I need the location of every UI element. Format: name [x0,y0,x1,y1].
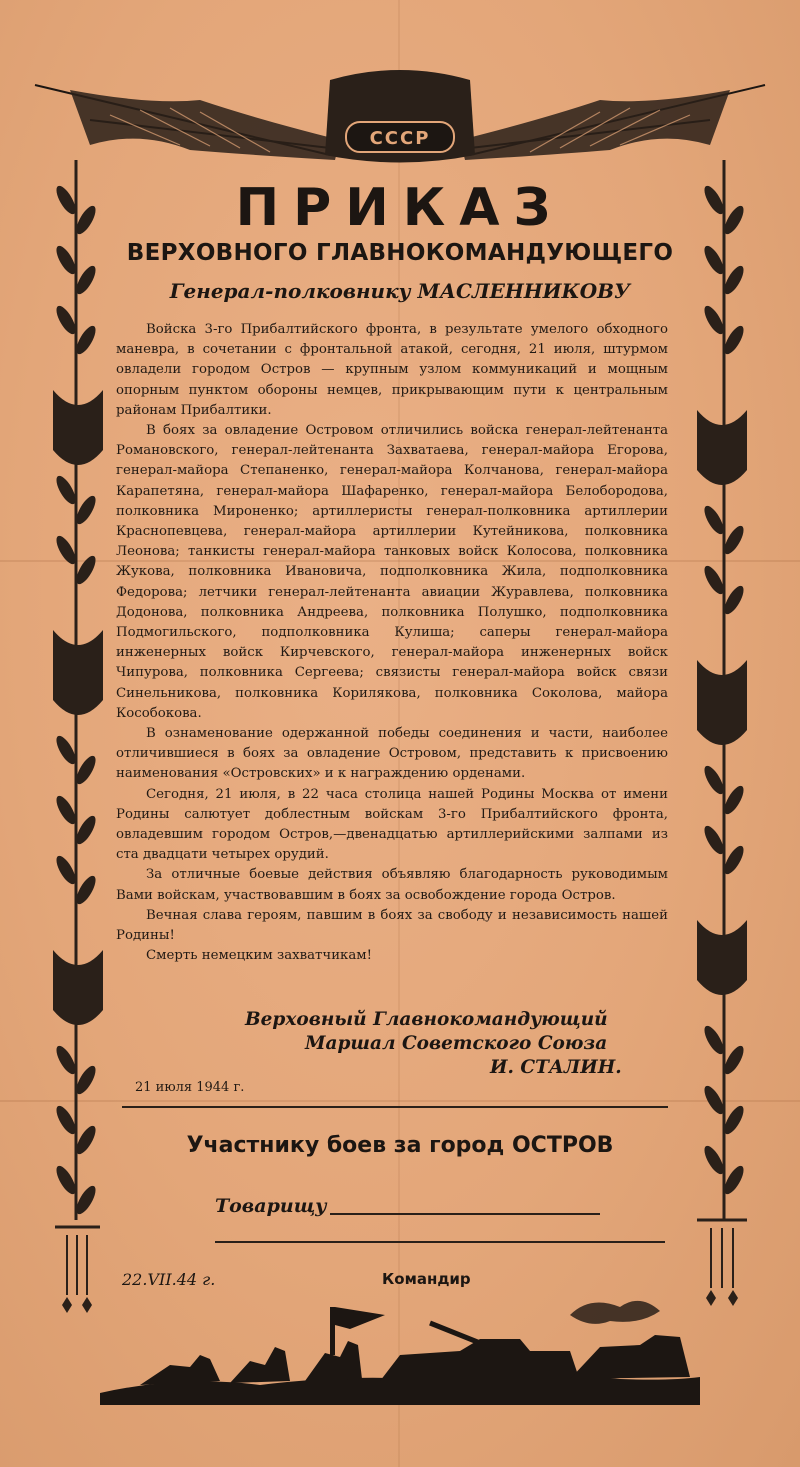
battle-scene-illustration [100,1285,700,1405]
commander-label: Командир [382,1270,471,1288]
smoke-cloud [570,1301,660,1324]
signature-title: Верховный Главнокомандующий [245,1009,608,1030]
left-banner [70,90,340,160]
second-name-line [215,1241,665,1243]
tank-icon [570,1335,690,1379]
order-subtitle: ВЕРХОВНОГО ГЛАВНОКОМАНДУЮЩЕГО [126,240,674,266]
order-paragraph: За отличные боевые действия объявляю благодарность руководимым Вами войскам, участвовавшим в боях за освобождение города Остров. [116,867,668,903]
left-wheat-border [48,160,108,1230]
certificate-heading: Участнику боев за город ОСТРОВ [186,1133,614,1158]
signature-name: И. СТАЛИН. [490,1057,622,1078]
order-addressee: Генерал-полковнику МАСЛЕННИКОВУ [169,279,631,303]
right-banner [460,90,730,160]
comrade-label: Товарищу [215,1195,327,1217]
order-paragraph: Сегодня, 21 июля, в 22 часа столица нашей Родины Москва от имени Родины салютует доблестным войскам 3-го Прибалтийского фронта, овладевшим городом Остров,—двенадцатью артиллерийскими залпами из ста двадцати четырех орудий. [116,786,668,863]
divider-rule [122,1106,668,1108]
ussr-emblem-banners [30,60,770,170]
tank-icon [380,1339,580,1381]
order-signature [200,1008,660,1080]
soldier-silhouette [230,1347,290,1383]
order-paragraph: Смерть немецким захватчикам! [146,948,372,964]
comrade-name-line [330,1213,600,1215]
order-paragraph: Войска 3-го Прибалтийского фронта, в результате умелого обходного маневра, в сочетании с фронтальной атакой, сегодня, 21 июля, штурмом овладели городом Остров — крупным узлом коммуникаций и мощным опорным пунктом обороны немцев, прикрывающим пути к центральным районам Прибалтики. [116,322,668,418]
order-body [116,320,668,967]
left-pillar-ornament [55,1225,100,1325]
issue-date: 22.VII.44 г. [122,1270,216,1289]
right-pillar-ornament [697,1218,747,1318]
right-wheat-border [692,160,752,1230]
order-date: 21 июля 1944 г. [135,1080,245,1095]
emblem-label: СССР [369,128,431,149]
soldier-silhouette [140,1355,220,1385]
order-title: ПРИКАЗ [235,178,565,238]
order-paragraph: В ознаменование одержанной победы соединения и части, наиболее отличившиеся в боях за овладение Островом, представить к присвоению наименования «Островских» и к награждению орденами. [116,726,668,782]
signature-rank: Маршал Советского Союза [305,1033,608,1054]
order-paragraph: Вечная слава героям, павшим в боях за свободу и независимость нашей Родины! [116,907,668,944]
order-paragraph: В боях за овладение Островом отличились войска генерал-лейтенанта Романовского, генерал-лейтенанта Захватаева, генерал-майора Егорова, генерал-майора Степаненко, генерал-майора Колчанова, генерал-майора Карапетяна, генерал-майора Шафаренко, генерал-майора Белобородова, полковника Мироненко; артиллеристы генерал-полковника артиллерии Краснопевцева, генерал-майора артиллерии Кутейникова, полковника Леонова; танкисты генерал-майора танковых войск Колосова, полковника Жукова, полковника Ивановича, подполковника Жила, подполковника Федорова; летчики генерал-лейтенанта авиации Журавлева, полковника Додонова, полковника Андреева, полковника Полушко, подполковника Подмогильского, подполковника Кулиша; саперы генерал-майора инженерных войск Кирчевского, генерал-майора инженерных войск Чипурова, полковника Сергеева; связисты генерал-майора войск связи Синельникова, полковника Корилякова, полковника Соколова, майора Кособокова. [116,423,668,721]
paper-fold [0,1100,800,1102]
